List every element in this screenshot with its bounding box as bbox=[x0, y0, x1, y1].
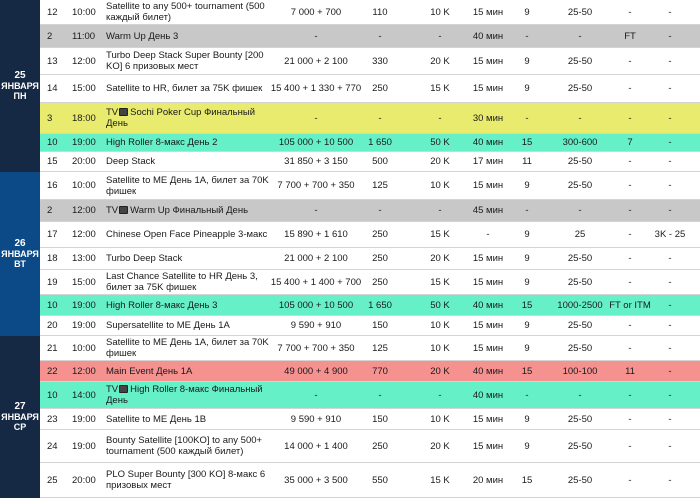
start-time: 14:00 bbox=[72, 389, 96, 401]
starting-stack: 15 K bbox=[430, 229, 450, 240]
table-row bbox=[40, 25, 700, 48]
tables-count: 15 bbox=[521, 365, 533, 377]
last-column: - bbox=[668, 365, 672, 377]
table-row bbox=[40, 316, 700, 336]
last-column: - bbox=[668, 299, 672, 311]
seats-range: - bbox=[578, 389, 582, 401]
event-number: 2 bbox=[47, 205, 53, 216]
extra-info: - bbox=[628, 112, 632, 124]
seats-range: 100-100 bbox=[562, 365, 598, 377]
table-row bbox=[40, 222, 700, 248]
players-count: 330 bbox=[372, 55, 388, 67]
level-duration: 45 мин bbox=[472, 205, 504, 216]
event-name bbox=[106, 103, 278, 133]
last-column: - bbox=[668, 474, 672, 486]
start-time: 13:00 bbox=[72, 253, 96, 264]
table-row bbox=[40, 200, 700, 222]
event-number: 22 bbox=[47, 365, 58, 377]
extra-info: - bbox=[628, 474, 632, 486]
day-label-25 bbox=[0, 0, 40, 172]
players-count: 770 bbox=[372, 365, 388, 377]
table-row bbox=[40, 409, 700, 430]
start-time: 19:00 bbox=[72, 137, 96, 148]
start-time: 19:00 bbox=[72, 440, 96, 452]
event-name bbox=[106, 295, 278, 315]
buyin: 105 000 + 10 500 bbox=[278, 137, 354, 148]
buyin: 14 000 + 1 400 bbox=[284, 440, 348, 452]
starting-stack: 15 K bbox=[430, 83, 450, 94]
start-time: 12:00 bbox=[72, 365, 96, 377]
players-count: 150 bbox=[372, 320, 388, 331]
table-row bbox=[40, 48, 700, 75]
event-number: 24 bbox=[47, 440, 58, 452]
level-duration: 15 мин bbox=[472, 320, 504, 331]
tables-count: - bbox=[525, 112, 529, 124]
tables-count: 9 bbox=[524, 320, 530, 331]
level-duration: 15 мин bbox=[472, 83, 504, 94]
players-count: - bbox=[378, 30, 382, 42]
starting-stack: 10 K bbox=[430, 342, 450, 354]
seats-range: 25-50 bbox=[567, 55, 593, 67]
extra-info: - bbox=[628, 229, 632, 240]
extra-info: - bbox=[628, 342, 632, 354]
start-time: 19:00 bbox=[72, 320, 96, 331]
event-title: Satellite to ME День 1А, билет за 70K фишек bbox=[106, 337, 269, 359]
buyin: - bbox=[314, 205, 318, 216]
tv-label: TV bbox=[106, 384, 119, 395]
event-title: Satellite to HR, билет за 75K фишек bbox=[106, 83, 263, 94]
extra-info: - bbox=[628, 180, 632, 191]
event-name bbox=[106, 382, 278, 408]
event-name bbox=[106, 25, 278, 47]
starting-stack: 50 K bbox=[430, 137, 450, 148]
level-duration: 40 мин bbox=[472, 365, 504, 377]
extra-info: - bbox=[628, 440, 632, 452]
last-column: - bbox=[668, 112, 672, 124]
level-duration: 15 мин bbox=[472, 342, 504, 354]
start-time: 20:00 bbox=[72, 474, 96, 486]
event-title: Warm Up Финальный День bbox=[130, 205, 249, 216]
seats-range: 25-50 bbox=[567, 413, 593, 425]
event-name bbox=[106, 75, 278, 102]
buyin: 105 000 + 10 500 bbox=[278, 299, 354, 311]
start-time: 10:00 bbox=[72, 6, 96, 18]
starting-stack: 50 K bbox=[430, 299, 450, 311]
event-name bbox=[106, 48, 278, 74]
players-count: - bbox=[378, 112, 382, 124]
extra-info: 7 bbox=[627, 137, 633, 148]
players-count: 250 bbox=[372, 276, 388, 288]
tv-icon bbox=[119, 385, 128, 393]
start-time: 20:00 bbox=[72, 156, 96, 167]
players-count: 500 bbox=[372, 156, 388, 167]
starting-stack: 15 K bbox=[430, 474, 450, 486]
starting-stack: - bbox=[438, 30, 442, 42]
seats-range: - bbox=[578, 30, 582, 42]
last-column: - bbox=[668, 413, 672, 425]
table-row bbox=[40, 75, 700, 103]
event-title: Satellite to any 500+ tournament (500 каждый билет) bbox=[106, 1, 265, 23]
event-number: 17 bbox=[47, 229, 58, 240]
last-column: - bbox=[668, 253, 672, 264]
last-column: - bbox=[668, 276, 672, 288]
last-column: - bbox=[668, 137, 672, 148]
extra-info: - bbox=[628, 55, 632, 67]
tv-icon bbox=[119, 108, 128, 116]
starting-stack: - bbox=[438, 205, 442, 216]
tables-count: - bbox=[525, 30, 529, 42]
start-time: 11:00 bbox=[72, 30, 96, 42]
starting-stack: 10 K bbox=[430, 413, 450, 425]
level-duration: 15 мин bbox=[472, 253, 504, 264]
buyin: 35 000 + 3 500 bbox=[284, 474, 348, 486]
last-column: - bbox=[668, 55, 672, 67]
extra-info: - bbox=[628, 6, 632, 18]
start-time: 18:00 bbox=[72, 112, 96, 124]
starting-stack: 10 K bbox=[430, 6, 450, 18]
table-row bbox=[40, 248, 700, 270]
event-name bbox=[106, 172, 278, 199]
seats-range: 25-50 bbox=[567, 6, 593, 18]
start-time: 12:00 bbox=[72, 229, 96, 240]
event-title: Supersatellite to ME День 1А bbox=[106, 320, 230, 331]
tables-count: 9 bbox=[524, 440, 530, 452]
last-column: - bbox=[668, 156, 672, 167]
buyin: 7 700 + 700 + 350 bbox=[277, 180, 355, 191]
buyin: 15 400 + 1 330 + 770 bbox=[270, 83, 362, 94]
event-name bbox=[106, 248, 278, 269]
day-date: 25 bbox=[14, 70, 26, 81]
table-row bbox=[40, 430, 700, 463]
start-time: 10:00 bbox=[72, 342, 96, 354]
last-column: - bbox=[668, 320, 672, 331]
players-count: 250 bbox=[372, 229, 388, 240]
last-column: 3K - 25 bbox=[654, 229, 686, 240]
extra-info: - bbox=[628, 156, 632, 167]
day-weekday: ПН bbox=[13, 91, 27, 101]
event-title: Last Chance Satellite to HR День 3, билет за 75K фишек bbox=[106, 271, 258, 293]
players-count: 150 bbox=[372, 413, 388, 425]
day-weekday: СР bbox=[13, 422, 27, 432]
event-title: High Roller 8-макс Финальный День bbox=[106, 384, 263, 406]
tables-count: 9 bbox=[524, 55, 530, 67]
event-number: 10 bbox=[47, 389, 58, 401]
event-name bbox=[106, 0, 278, 24]
players-count: 1 650 bbox=[368, 137, 392, 148]
tv-icon bbox=[119, 206, 128, 214]
event-number: 25 bbox=[47, 474, 58, 486]
tables-count: 15 bbox=[521, 299, 533, 311]
event-name bbox=[106, 361, 278, 381]
tables-count: 15 bbox=[521, 474, 533, 486]
event-number: 12 bbox=[47, 6, 58, 18]
tables-count: 9 bbox=[524, 253, 530, 264]
tables-count: - bbox=[525, 389, 529, 401]
level-duration: 15 мин bbox=[472, 55, 504, 67]
start-time: 19:00 bbox=[72, 413, 96, 425]
day-month: ЯНВАРЯ bbox=[1, 249, 39, 259]
event-name bbox=[106, 270, 278, 294]
event-title: Sochi Poker Cup Финальный День bbox=[106, 107, 255, 129]
event-number: 18 bbox=[47, 253, 58, 264]
extra-info: FT bbox=[624, 30, 636, 42]
day-label-27 bbox=[0, 336, 40, 498]
event-title: Bounty Satellite [100KO] to any 500+ tournament (500 каждый билет) bbox=[106, 435, 263, 457]
start-time: 12:00 bbox=[72, 205, 96, 216]
event-title: Satellite to ME День 1А, билет за 70K фишек bbox=[106, 174, 269, 197]
extra-info: - bbox=[628, 205, 632, 216]
table-row bbox=[40, 0, 700, 25]
extra-info: - bbox=[628, 320, 632, 331]
starting-stack: 20 K bbox=[430, 156, 450, 167]
buyin: 15 890 + 1 610 bbox=[284, 229, 348, 240]
seats-range: 25-50 bbox=[567, 83, 593, 94]
day-label-26 bbox=[0, 172, 40, 336]
table-row bbox=[40, 152, 700, 172]
event-number: 19 bbox=[47, 276, 58, 288]
players-count: 250 bbox=[372, 440, 388, 452]
seats-range: 25 bbox=[574, 229, 586, 240]
tv-label: TV bbox=[106, 107, 119, 118]
event-name bbox=[106, 409, 278, 429]
event-number: 13 bbox=[47, 55, 58, 67]
tables-count: 15 bbox=[521, 137, 533, 148]
event-title: PLO Super Bounty [300 KO] 8-макс 6 призовых мест bbox=[106, 469, 266, 491]
last-column: - bbox=[668, 205, 672, 216]
event-number: 20 bbox=[47, 320, 58, 331]
seats-range: 300-600 bbox=[562, 137, 598, 148]
table-row bbox=[40, 172, 700, 200]
event-number: 23 bbox=[47, 413, 58, 425]
event-title: High Roller 8-макс День 3 bbox=[106, 299, 218, 311]
event-name bbox=[106, 336, 278, 360]
seats-range: 25-50 bbox=[567, 474, 593, 486]
buyin: - bbox=[314, 389, 318, 401]
buyin: 7 000 + 700 bbox=[290, 6, 342, 18]
last-column: - bbox=[668, 440, 672, 452]
last-column: - bbox=[668, 6, 672, 18]
event-number: 2 bbox=[47, 30, 53, 42]
tables-count: 11 bbox=[522, 156, 532, 167]
table-row bbox=[40, 103, 700, 134]
buyin: 9 590 + 910 bbox=[290, 320, 342, 331]
players-count: 110 bbox=[372, 6, 388, 18]
event-title: High Roller 8-макс День 2 bbox=[106, 137, 218, 148]
starting-stack: 10 K bbox=[430, 320, 450, 331]
event-name bbox=[106, 430, 278, 462]
buyin: 21 000 + 2 100 bbox=[284, 55, 348, 67]
table-row bbox=[40, 134, 700, 152]
players-count: 550 bbox=[372, 474, 388, 486]
level-duration: 15 мин bbox=[472, 440, 504, 452]
starting-stack: 20 K bbox=[430, 55, 450, 67]
day-month: ЯНВАРЯ bbox=[1, 81, 39, 91]
buyin: 31 850 + 3 150 bbox=[284, 156, 348, 167]
seats-range: 1000-2500 bbox=[557, 299, 603, 311]
event-number: 14 bbox=[47, 83, 58, 94]
extra-info: FT or ITM bbox=[609, 299, 651, 311]
event-number: 10 bbox=[47, 299, 58, 311]
extra-info: 11 bbox=[625, 365, 635, 377]
day-date: 26 bbox=[14, 238, 26, 249]
event-name bbox=[106, 134, 278, 151]
table-row bbox=[40, 361, 700, 382]
players-count: 250 bbox=[372, 83, 388, 94]
players-count: - bbox=[378, 205, 382, 216]
seats-range: - bbox=[578, 112, 582, 124]
seats-range: 25-50 bbox=[567, 342, 593, 354]
buyin: 9 590 + 910 bbox=[290, 413, 342, 425]
players-count: 250 bbox=[372, 253, 388, 264]
event-number: 15 bbox=[47, 156, 58, 167]
tables-count: 9 bbox=[524, 413, 530, 425]
table-row bbox=[40, 336, 700, 361]
starting-stack: 10 K bbox=[430, 180, 450, 191]
day-weekday: ВТ bbox=[14, 259, 26, 269]
event-number: 16 bbox=[47, 180, 58, 191]
extra-info: - bbox=[628, 83, 632, 94]
tables-count: 9 bbox=[524, 276, 530, 288]
table-row bbox=[40, 382, 700, 409]
last-column: - bbox=[668, 83, 672, 94]
starting-stack: 20 K bbox=[430, 440, 450, 452]
last-column: - bbox=[668, 342, 672, 354]
table-row bbox=[40, 463, 700, 498]
table-row bbox=[40, 270, 700, 295]
day-date: 27 bbox=[14, 401, 26, 412]
extra-info: - bbox=[628, 389, 632, 401]
starting-stack: - bbox=[438, 389, 442, 401]
level-duration: 40 мин bbox=[472, 389, 504, 401]
players-count: - bbox=[378, 389, 382, 401]
event-title: Deep Stack bbox=[106, 156, 156, 167]
event-title: Chinese Open Face Pineapple 3-макс bbox=[106, 229, 268, 240]
start-time: 15:00 bbox=[72, 276, 96, 288]
level-duration: 15 мин bbox=[472, 413, 504, 425]
event-number: 3 bbox=[47, 112, 53, 124]
level-duration: 30 мин bbox=[472, 112, 504, 124]
seats-range: 25-50 bbox=[567, 320, 593, 331]
event-title: Warm Up День 3 bbox=[106, 30, 179, 42]
start-time: 19:00 bbox=[72, 299, 96, 311]
level-duration: 15 мин bbox=[472, 180, 504, 191]
tables-count: 9 bbox=[524, 342, 530, 354]
tv-label: TV bbox=[106, 205, 119, 216]
event-number: 10 bbox=[47, 137, 58, 148]
starting-stack: 20 K bbox=[430, 253, 450, 264]
last-column: - bbox=[668, 180, 672, 191]
players-count: 125 bbox=[372, 180, 388, 191]
extra-info: - bbox=[628, 276, 632, 288]
tables-count: 9 bbox=[524, 83, 530, 94]
starting-stack: - bbox=[438, 112, 442, 124]
extra-info: - bbox=[628, 253, 632, 264]
table-row bbox=[40, 295, 700, 316]
starting-stack: 20 K bbox=[430, 365, 450, 377]
players-count: 125 bbox=[372, 342, 388, 354]
level-duration: 40 мин bbox=[472, 137, 504, 148]
seats-range: 25-50 bbox=[567, 180, 593, 191]
tables-count: 9 bbox=[524, 6, 530, 18]
buyin: 49 000 + 4 900 bbox=[284, 365, 348, 377]
event-title: Turbo Deep Stack Super Bounty [200 KO] 6 призовых мест bbox=[106, 50, 264, 72]
event-title: Satellite to ME День 1В bbox=[106, 413, 207, 425]
buyin: 15 400 + 1 400 + 700 bbox=[270, 276, 362, 288]
level-duration: 40 мин bbox=[472, 299, 504, 311]
day-month: ЯНВАРЯ bbox=[1, 412, 39, 422]
buyin: - bbox=[314, 112, 318, 124]
seats-range: 25-50 bbox=[567, 156, 593, 167]
level-duration: 20 мин bbox=[472, 474, 504, 486]
event-name bbox=[106, 463, 278, 497]
level-duration: 40 мин bbox=[472, 30, 504, 42]
seats-range: - bbox=[578, 205, 582, 216]
start-time: 10:00 bbox=[72, 180, 96, 191]
event-number: 21 bbox=[47, 342, 58, 354]
tables-count: - bbox=[525, 205, 529, 216]
start-time: 12:00 bbox=[72, 55, 96, 67]
event-name bbox=[106, 152, 278, 171]
seats-range: 25-50 bbox=[567, 276, 593, 288]
last-column: - bbox=[668, 389, 672, 401]
starting-stack: 15 K bbox=[430, 276, 450, 288]
level-duration: - bbox=[486, 229, 490, 240]
start-time: 15:00 bbox=[72, 83, 96, 94]
buyin: - bbox=[314, 30, 318, 42]
players-count: 1 650 bbox=[368, 299, 392, 311]
last-column: - bbox=[668, 30, 672, 42]
event-name bbox=[106, 316, 278, 335]
level-duration: 15 мин bbox=[472, 276, 504, 288]
level-duration: 17 мин bbox=[472, 156, 504, 167]
seats-range: 25-50 bbox=[567, 440, 593, 452]
level-duration: 15 мин bbox=[472, 6, 504, 18]
buyin: 7 700 + 700 + 350 bbox=[277, 342, 355, 354]
tables-count: 9 bbox=[524, 180, 530, 191]
event-name bbox=[106, 222, 278, 247]
event-title: Turbo Deep Stack bbox=[106, 253, 183, 264]
event-name bbox=[106, 200, 278, 221]
buyin: 21 000 + 2 100 bbox=[284, 253, 348, 264]
tables-count: 9 bbox=[524, 229, 530, 240]
seats-range: 25-50 bbox=[567, 253, 593, 264]
event-title: Main Event День 1А bbox=[106, 365, 193, 377]
extra-info: - bbox=[628, 413, 632, 425]
